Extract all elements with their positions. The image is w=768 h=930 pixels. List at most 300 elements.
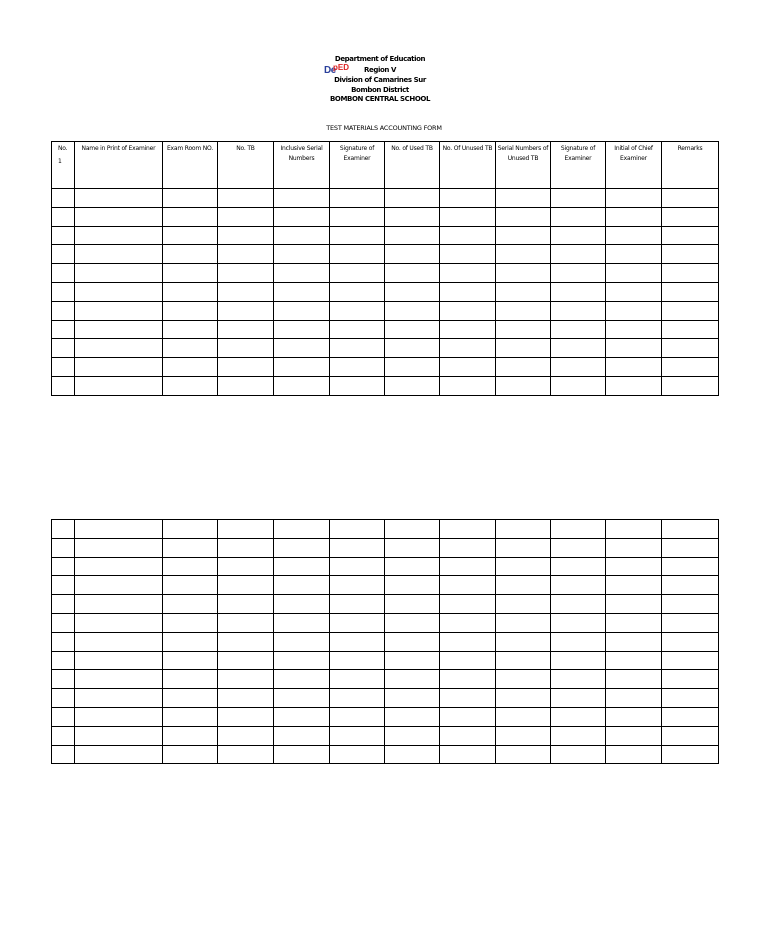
table-cell[interactable]	[551, 707, 606, 726]
table-cell[interactable]	[218, 613, 274, 632]
table-cell[interactable]	[75, 670, 163, 689]
table-cell[interactable]	[551, 557, 606, 576]
table-cell[interactable]	[551, 226, 606, 245]
table-cell[interactable]	[75, 226, 163, 245]
table-cell[interactable]	[606, 651, 662, 670]
table-cell[interactable]	[75, 358, 163, 377]
table-cell[interactable]	[163, 339, 218, 358]
table-cell[interactable]	[274, 376, 330, 395]
column-header-no	[52, 142, 75, 189]
table-cell[interactable]	[496, 207, 551, 226]
table-cell[interactable]	[330, 189, 385, 208]
table-cell[interactable]	[385, 320, 440, 339]
table-row	[52, 707, 719, 726]
table-cell[interactable]	[662, 576, 719, 595]
table-cell[interactable]	[75, 595, 163, 614]
table-cell[interactable]	[440, 339, 496, 358]
table-cell[interactable]	[75, 301, 163, 320]
table-cell[interactable]	[551, 670, 606, 689]
table-cell[interactable]	[496, 707, 551, 726]
table-cell[interactable]	[330, 245, 385, 264]
table-cell[interactable]	[662, 520, 719, 539]
table-cell[interactable]	[218, 320, 274, 339]
table-cell[interactable]	[75, 264, 163, 283]
table-cell[interactable]	[274, 264, 330, 283]
table-cell[interactable]	[163, 576, 218, 595]
table-cell[interactable]	[440, 613, 496, 632]
table-cell[interactable]	[163, 358, 218, 377]
table-cell[interactable]	[496, 226, 551, 245]
table-cell[interactable]	[662, 538, 719, 557]
table-cell[interactable]	[551, 576, 606, 595]
table-cell[interactable]	[218, 339, 274, 358]
table-cell[interactable]	[551, 282, 606, 301]
table-cell[interactable]	[52, 707, 75, 726]
table-cell[interactable]	[385, 707, 440, 726]
table-cell[interactable]	[75, 651, 163, 670]
table-cell[interactable]	[662, 557, 719, 576]
table-cell[interactable]	[52, 557, 75, 576]
table-cell[interactable]	[662, 745, 719, 764]
table-cell[interactable]	[52, 726, 75, 745]
table-cell[interactable]	[163, 376, 218, 395]
table-cell[interactable]	[330, 538, 385, 557]
table-cell[interactable]	[274, 707, 330, 726]
table-cell[interactable]	[330, 301, 385, 320]
table-cell[interactable]	[496, 557, 551, 576]
table-cell[interactable]	[75, 282, 163, 301]
table-cell[interactable]	[75, 557, 163, 576]
table-cell[interactable]	[75, 520, 163, 539]
table-cell[interactable]	[330, 376, 385, 395]
table-cell[interactable]	[440, 282, 496, 301]
table-cell[interactable]	[496, 520, 551, 539]
table-cell[interactable]	[606, 320, 662, 339]
table-cell[interactable]	[662, 301, 719, 320]
table-cell[interactable]	[496, 189, 551, 208]
table-cell[interactable]	[218, 538, 274, 557]
table-cell[interactable]	[496, 320, 551, 339]
table-cell[interactable]	[218, 576, 274, 595]
table-cell[interactable]	[496, 358, 551, 377]
table-cell[interactable]	[163, 613, 218, 632]
table-cell[interactable]	[606, 670, 662, 689]
table-cell[interactable]	[606, 376, 662, 395]
table-cell[interactable]	[274, 745, 330, 764]
table-cell[interactable]	[440, 651, 496, 670]
table-cell[interactable]	[218, 301, 274, 320]
table-cell[interactable]	[662, 707, 719, 726]
table-cell[interactable]	[662, 651, 719, 670]
table-cell[interactable]	[330, 207, 385, 226]
table-cell[interactable]	[496, 282, 551, 301]
table-cell[interactable]	[75, 745, 163, 764]
table-cell[interactable]	[606, 632, 662, 651]
table-cell[interactable]	[662, 339, 719, 358]
table-cell[interactable]	[551, 520, 606, 539]
table-cell[interactable]	[75, 339, 163, 358]
table-cell[interactable]	[52, 207, 75, 226]
table-cell[interactable]	[385, 245, 440, 264]
table-cell[interactable]	[606, 707, 662, 726]
table-cell[interactable]	[218, 189, 274, 208]
table-cell[interactable]	[496, 301, 551, 320]
table-cell[interactable]	[75, 613, 163, 632]
table-cell[interactable]	[551, 726, 606, 745]
table-cell[interactable]	[606, 301, 662, 320]
table-cell[interactable]	[496, 264, 551, 283]
table-cell[interactable]	[606, 282, 662, 301]
table-cell[interactable]	[385, 689, 440, 708]
table-cell[interactable]	[52, 245, 75, 264]
table-cell[interactable]	[274, 726, 330, 745]
table-cell[interactable]	[496, 670, 551, 689]
table-cell[interactable]	[662, 264, 719, 283]
table-cell[interactable]	[330, 358, 385, 377]
table-cell[interactable]	[52, 282, 75, 301]
table-cell[interactable]	[330, 226, 385, 245]
table-cell[interactable]	[218, 726, 274, 745]
table-cell[interactable]	[551, 264, 606, 283]
table-cell[interactable]	[551, 376, 606, 395]
table-cell[interactable]	[385, 538, 440, 557]
table-cell[interactable]	[52, 376, 75, 395]
table-cell[interactable]	[52, 689, 75, 708]
table-cell[interactable]	[75, 632, 163, 651]
table-cell[interactable]	[75, 320, 163, 339]
table-cell[interactable]	[440, 707, 496, 726]
table-cell[interactable]	[662, 632, 719, 651]
table-cell[interactable]	[496, 651, 551, 670]
table-cell[interactable]	[606, 264, 662, 283]
table-cell[interactable]	[385, 632, 440, 651]
table-cell[interactable]	[274, 520, 330, 539]
table-cell[interactable]	[274, 245, 330, 264]
table-cell[interactable]	[163, 632, 218, 651]
table-cell[interactable]	[75, 245, 163, 264]
table-cell[interactable]	[440, 358, 496, 377]
table-cell[interactable]	[385, 651, 440, 670]
table-cell[interactable]	[385, 726, 440, 745]
table-cell[interactable]	[52, 226, 75, 245]
table-cell[interactable]	[218, 376, 274, 395]
table-row	[52, 301, 719, 320]
table-cell[interactable]	[496, 576, 551, 595]
table-cell[interactable]	[330, 595, 385, 614]
table-cell[interactable]	[606, 557, 662, 576]
table-cell[interactable]	[163, 595, 218, 614]
table-cell[interactable]	[385, 670, 440, 689]
table-cell[interactable]	[606, 245, 662, 264]
table-cell[interactable]	[163, 282, 218, 301]
table-cell[interactable]	[385, 264, 440, 283]
table-cell[interactable]	[218, 245, 274, 264]
table-cell[interactable]	[496, 245, 551, 264]
table-cell[interactable]	[606, 226, 662, 245]
table-cell[interactable]	[440, 595, 496, 614]
table-cell[interactable]	[330, 576, 385, 595]
table-cell[interactable]	[385, 557, 440, 576]
table-cell[interactable]	[440, 538, 496, 557]
table-cell[interactable]	[52, 745, 75, 764]
table-cell[interactable]	[330, 689, 385, 708]
table-cell[interactable]	[440, 576, 496, 595]
table-cell[interactable]	[330, 339, 385, 358]
table-cell[interactable]	[662, 670, 719, 689]
table-cell[interactable]	[385, 595, 440, 614]
table-cell[interactable]	[330, 745, 385, 764]
table-cell[interactable]	[496, 376, 551, 395]
table-cell[interactable]	[551, 651, 606, 670]
table-cell[interactable]	[163, 520, 218, 539]
table-cell[interactable]	[52, 613, 75, 632]
table-cell[interactable]	[52, 320, 75, 339]
table-cell[interactable]	[218, 689, 274, 708]
table-cell[interactable]	[274, 538, 330, 557]
table-cell[interactable]	[218, 707, 274, 726]
table-cell[interactable]	[440, 632, 496, 651]
table-cell[interactable]	[551, 189, 606, 208]
table-cell[interactable]	[274, 358, 330, 377]
table-cell[interactable]	[274, 339, 330, 358]
table-cell[interactable]	[606, 339, 662, 358]
table-row	[52, 745, 719, 764]
table-cell[interactable]	[52, 189, 75, 208]
table-cell[interactable]	[440, 320, 496, 339]
table-cell[interactable]	[440, 557, 496, 576]
table-cell[interactable]	[551, 207, 606, 226]
column-header-signature-examiner: Signature of Examiner	[330, 142, 385, 189]
table-cell[interactable]	[52, 632, 75, 651]
table-cell[interactable]	[385, 376, 440, 395]
table-cell[interactable]	[274, 613, 330, 632]
table-cell[interactable]	[385, 520, 440, 539]
table-cell[interactable]	[496, 613, 551, 632]
table-cell[interactable]	[496, 689, 551, 708]
table-cell[interactable]	[274, 189, 330, 208]
table-cell[interactable]	[496, 339, 551, 358]
table-cell[interactable]	[52, 595, 75, 614]
table-cell[interactable]	[496, 745, 551, 764]
table-cell[interactable]	[551, 595, 606, 614]
table-cell[interactable]	[385, 339, 440, 358]
table-cell[interactable]	[163, 538, 218, 557]
table-cell[interactable]	[606, 520, 662, 539]
table-cell[interactable]	[52, 358, 75, 377]
table-cell[interactable]	[274, 226, 330, 245]
table-cell[interactable]	[163, 745, 218, 764]
table-cell[interactable]	[218, 358, 274, 377]
table-cell[interactable]	[662, 189, 719, 208]
table-cell[interactable]	[330, 670, 385, 689]
table-cell[interactable]	[440, 189, 496, 208]
table-cell[interactable]	[52, 339, 75, 358]
table-cell[interactable]	[163, 301, 218, 320]
table-cell[interactable]	[75, 189, 163, 208]
table-cell[interactable]	[218, 557, 274, 576]
column-header-name: Name in Print of Examiner	[75, 142, 163, 189]
table-cell[interactable]	[385, 576, 440, 595]
table-cell[interactable]	[551, 689, 606, 708]
table-cell[interactable]	[330, 632, 385, 651]
table-cell[interactable]	[440, 207, 496, 226]
table-cell[interactable]	[385, 301, 440, 320]
table-cell[interactable]	[551, 358, 606, 377]
first-row-number: 1	[58, 158, 62, 165]
table-cell[interactable]	[606, 538, 662, 557]
table-cell[interactable]	[274, 576, 330, 595]
table-cell[interactable]	[218, 282, 274, 301]
table-cell[interactable]	[218, 226, 274, 245]
column-header-exam-room: Exam Room NO.	[163, 142, 218, 189]
table-cell[interactable]	[606, 745, 662, 764]
table-cell[interactable]	[551, 301, 606, 320]
table-cell[interactable]	[52, 538, 75, 557]
table-cell[interactable]	[163, 264, 218, 283]
table-cell[interactable]	[218, 632, 274, 651]
table-cell[interactable]	[163, 557, 218, 576]
table-cell[interactable]	[496, 632, 551, 651]
table-cell[interactable]	[218, 207, 274, 226]
table-cell[interactable]	[385, 613, 440, 632]
table-cell[interactable]	[385, 745, 440, 764]
table-cell[interactable]	[662, 245, 719, 264]
table-cell[interactable]	[274, 651, 330, 670]
table-cell[interactable]	[606, 689, 662, 708]
table-cell[interactable]	[163, 670, 218, 689]
table-cell[interactable]	[440, 301, 496, 320]
table-cell[interactable]	[440, 264, 496, 283]
table-cell[interactable]	[218, 670, 274, 689]
table-cell[interactable]	[75, 689, 163, 708]
table-cell[interactable]	[662, 613, 719, 632]
table-cell[interactable]	[385, 226, 440, 245]
table-cell[interactable]	[330, 264, 385, 283]
table-cell[interactable]	[163, 651, 218, 670]
table-cell[interactable]	[606, 576, 662, 595]
table-cell[interactable]	[274, 689, 330, 708]
table-cell[interactable]	[551, 538, 606, 557]
table-cell[interactable]	[606, 358, 662, 377]
table-cell[interactable]	[75, 707, 163, 726]
table-cell[interactable]	[163, 245, 218, 264]
table-cell[interactable]	[496, 538, 551, 557]
table-cell[interactable]	[440, 745, 496, 764]
table-cell[interactable]	[662, 595, 719, 614]
table-cell[interactable]	[662, 376, 719, 395]
table-cell[interactable]	[606, 613, 662, 632]
table-cell[interactable]	[218, 595, 274, 614]
table-cell[interactable]	[385, 358, 440, 377]
table-cell[interactable]	[330, 520, 385, 539]
table-cell[interactable]	[218, 264, 274, 283]
table-cell[interactable]	[218, 520, 274, 539]
table-cell[interactable]	[606, 595, 662, 614]
table-cell[interactable]	[330, 557, 385, 576]
table-cell[interactable]	[496, 726, 551, 745]
table-cell[interactable]	[606, 726, 662, 745]
table-cell[interactable]	[330, 320, 385, 339]
table-cell[interactable]	[163, 226, 218, 245]
table-cell[interactable]	[440, 670, 496, 689]
table-cell[interactable]	[52, 301, 75, 320]
table-cell[interactable]	[551, 613, 606, 632]
table-cell[interactable]	[52, 264, 75, 283]
table-cell[interactable]	[330, 707, 385, 726]
column-header-used-tb: No. of Used TB	[385, 142, 440, 189]
table-cell[interactable]	[274, 282, 330, 301]
table-cell[interactable]	[274, 301, 330, 320]
table-cell[interactable]	[274, 320, 330, 339]
table-cell[interactable]	[662, 282, 719, 301]
table-cell[interactable]	[75, 576, 163, 595]
table-cell[interactable]	[163, 320, 218, 339]
table-cell[interactable]	[75, 726, 163, 745]
table-cell[interactable]	[440, 245, 496, 264]
table-cell[interactable]	[551, 632, 606, 651]
table-cell[interactable]	[163, 207, 218, 226]
table-cell[interactable]	[662, 320, 719, 339]
table-cell[interactable]	[440, 520, 496, 539]
table-cell[interactable]	[274, 670, 330, 689]
table-row	[52, 320, 719, 339]
table-cell[interactable]	[52, 576, 75, 595]
table-row	[52, 726, 719, 745]
table-cell[interactable]	[330, 613, 385, 632]
table-cell[interactable]	[330, 651, 385, 670]
table-cell[interactable]	[385, 282, 440, 301]
table-cell[interactable]	[385, 207, 440, 226]
table-cell[interactable]	[218, 651, 274, 670]
table-cell[interactable]	[163, 707, 218, 726]
table-cell[interactable]	[662, 226, 719, 245]
table-cell[interactable]	[662, 358, 719, 377]
table-cell[interactable]	[662, 689, 719, 708]
table-cell[interactable]	[440, 376, 496, 395]
table-cell[interactable]	[75, 538, 163, 557]
table-cell[interactable]	[662, 726, 719, 745]
table-cell[interactable]	[52, 670, 75, 689]
table-cell[interactable]	[52, 651, 75, 670]
table-cell[interactable]	[606, 207, 662, 226]
table-cell[interactable]	[385, 189, 440, 208]
table-cell[interactable]	[330, 282, 385, 301]
table-cell[interactable]	[551, 320, 606, 339]
table-row	[52, 538, 719, 557]
table-cell[interactable]	[274, 557, 330, 576]
table-cell[interactable]	[496, 595, 551, 614]
table-cell[interactable]	[440, 689, 496, 708]
table-cell[interactable]	[551, 339, 606, 358]
table-cell[interactable]	[75, 376, 163, 395]
table-cell[interactable]	[274, 595, 330, 614]
table-cell[interactable]	[440, 726, 496, 745]
table-cell[interactable]	[274, 207, 330, 226]
table-cell[interactable]	[330, 726, 385, 745]
table-cell[interactable]	[163, 689, 218, 708]
table-cell[interactable]	[52, 520, 75, 539]
table-cell[interactable]	[551, 245, 606, 264]
table-cell[interactable]	[163, 726, 218, 745]
table-cell[interactable]	[163, 189, 218, 208]
table-cell[interactable]	[551, 745, 606, 764]
table-cell[interactable]	[662, 207, 719, 226]
table-cell[interactable]	[606, 189, 662, 208]
table-cell[interactable]	[218, 745, 274, 764]
table-cell[interactable]	[75, 207, 163, 226]
table-cell[interactable]	[440, 226, 496, 245]
table-cell[interactable]	[274, 632, 330, 651]
